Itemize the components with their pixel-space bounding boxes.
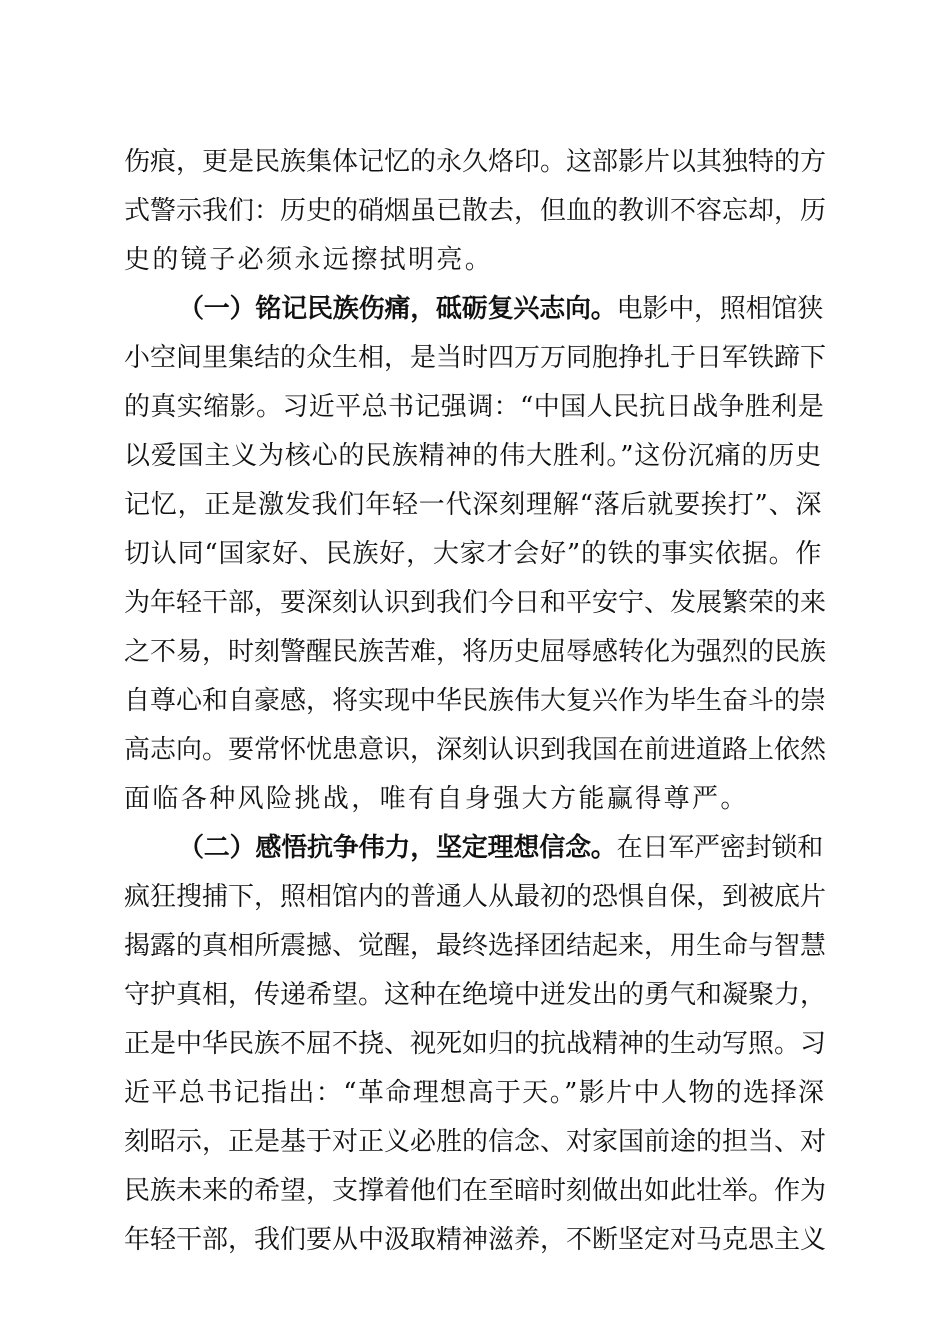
text-line: 的真实缩影。习近平总书记强调：“中国人民抗日战争胜利是	[124, 392, 825, 422]
section-2-first-line	[178, 828, 823, 868]
text-line: 自尊心和自豪感，将实现中华民族伟大复兴作为毕生奋斗的崇	[124, 686, 827, 716]
text-line: 刻昭示，正是基于对正义必胜的信念、对家国前途的担当、对	[124, 1127, 827, 1157]
text-line: 之不易，时刻警醒民族苦难，将历史屈辱感转化为强烈的民族	[124, 637, 827, 667]
section-heading-2: （二）感悟抗争伟力，坚定理想信念。	[178, 833, 617, 863]
text-line: 面临各种风险挑战，唯有自身强大方能赢得尊严。	[124, 784, 749, 814]
text-line: 疯狂搜捕下，照相馆内的普通人从最初的恐惧自保，到被底片	[124, 882, 827, 912]
text-line: 民族未来的希望，支撑着他们在至暗时刻做出如此壮举。作为	[124, 1176, 827, 1206]
section-1-text: 电影中，照相馆狭	[616, 294, 824, 324]
text-line: 为年轻干部，要深刻认识到我们今日和平安宁、发展繁荣的来	[124, 588, 827, 618]
text-line: 以爱国主义为核心的民族精神的伟大胜利。”这份沉痛的历史	[124, 441, 822, 471]
text-line: 记忆，正是激发我们年轻一代深刻理解“落后就要挨打”、深	[124, 490, 823, 520]
text-line: 小空间里集结的众生相，是当时四万万同胞挣扎于日军铁蹄下	[124, 343, 827, 373]
text-line: 正是中华民族不屈不挠、视死如归的抗战精神的生动写照。习	[124, 1029, 827, 1059]
text-line: 守护真相，传递希望。这种在绝境中迸发出的勇气和凝聚力，	[124, 980, 827, 1010]
text-line: 伤痕，更是民族集体记忆的永久烙印。这部影片以其独特的方	[124, 147, 827, 177]
section-heading-1: （一）铭记民族伤痛，砥砺复兴志向。	[178, 294, 617, 324]
text-line: 年轻干部，我们要从中汲取精神滋养，不断坚定对马克思主义	[124, 1225, 827, 1255]
text-line: 揭露的真相所震撼、觉醒，最终选择团结起来，用生命与智慧	[124, 931, 827, 961]
text-line: 切认同“国家好、民族好，大家才会好”的铁的事实依据。作	[124, 539, 823, 569]
text-line: 史的镜子必须永远擦拭明亮。	[124, 245, 494, 275]
text-line: 近平总书记指出：“革命理想高于天。”影片中人物的选择深	[124, 1078, 826, 1108]
text-line: 式警示我们：历史的硝烟虽已散去，但血的教训不容忘却，历	[124, 196, 827, 226]
text-line: 高志向。要常怀忧患意识，深刻认识到我国在前进道路上依然	[124, 735, 827, 765]
section-2-text: 在日军严密封锁和	[616, 833, 824, 863]
section-1-first-line	[178, 289, 823, 329]
